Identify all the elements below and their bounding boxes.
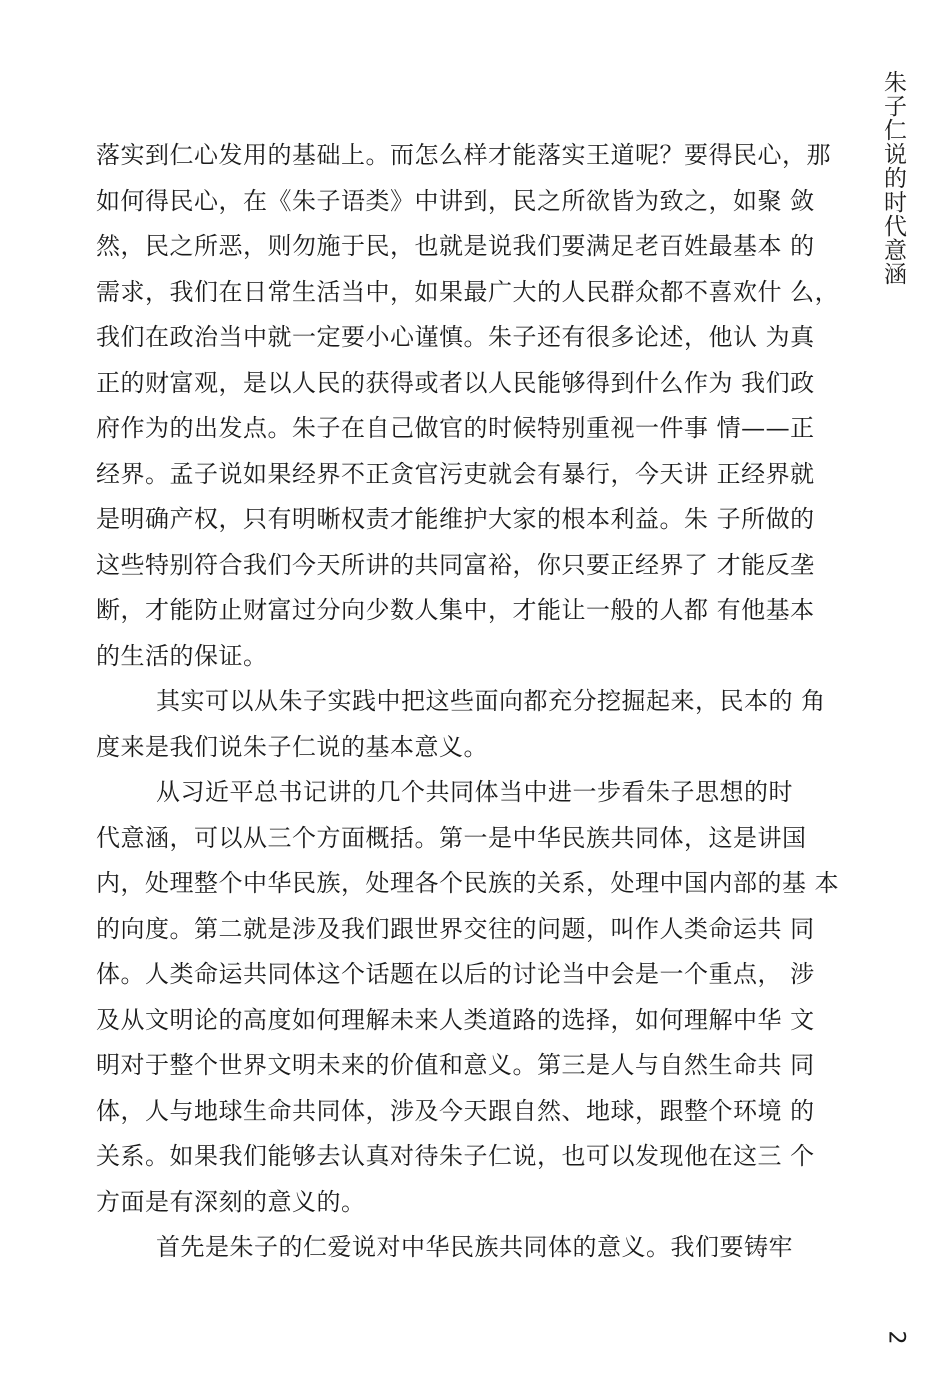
text-line: 从习近平总书记讲的几个共同体当中进一步看朱子思想的时: [156, 778, 793, 806]
text-line: 落实到仁心发用的基础上。而怎么样才能落实王道呢？要得民心，那: [96, 141, 831, 169]
text-line: 正的财富观，是以人民的获得或者以人民能够得到什么作为 我们政: [96, 368, 815, 397]
text-line: 内，处理整个中华民族，处理各个民族的关系，处理中国内部的基 本: [96, 869, 840, 897]
text-line: 的向度。第二就是涉及我们跟世界交往的问题，叫作人类命运共 同: [96, 914, 815, 943]
text-line: 的生活的保证。: [96, 641, 268, 670]
text-line: 如何得民心，在《朱子语类》中讲到，民之所欲皆为致之，如聚 敛: [96, 186, 815, 215]
page-number: 2: [883, 1330, 909, 1345]
text-line: 度来是我们说朱子仁说的基本意义。: [96, 732, 488, 761]
text-line: 是明确产权，只有明晰权责才能维护大家的根本利益。朱 子所做的: [96, 505, 815, 533]
text-line: 方面是有深刻的意义的。: [96, 1187, 366, 1216]
text-line: 明对于整个世界文明未来的价值和意义。第三是人与自然生命共 同: [96, 1051, 815, 1079]
text-line: 首先是朱子的仁爱说对中华民族共同体的意义。我们要铸牢: [156, 1233, 793, 1261]
text-line: 经界。孟子说如果经界不正贪官污吏就会有暴行，今天讲 正经界就: [96, 459, 815, 488]
text-line: 然，民之所恶，则勿施于民，也就是说我们要满足老百姓最基本 的: [96, 232, 815, 260]
text-line: 体，人与地球生命共同体，涉及今天跟自然、地球，跟整个环境 的: [96, 1096, 815, 1125]
text-line: 及从文明论的高度如何理解未来人类道路的选择，如何理解中华 文: [96, 1005, 815, 1034]
running-head: 朱子仁说的时代意涵: [880, 70, 906, 286]
text-line: 关系。如果我们能够去认真对待朱子仁说，也可以发现他在这三 个: [96, 1142, 815, 1170]
text-line: 体。人类命运共同体这个话题在以后的讨论当中会是一个重点， 涉: [96, 960, 815, 988]
text-line: 我们在政治当中就一定要小心谨慎。朱子还有很多论述，他认 为真: [96, 323, 815, 351]
body-text: [96, 133, 840, 1271]
text-line: 代意涵，可以从三个方面概括。第一是中华民族共同体，这是讲国: [96, 823, 807, 852]
text-line: 需求，我们在日常生活当中，如果最广大的人民群众都不喜欢什 么，: [96, 277, 840, 306]
text-line: 其实可以从朱子实践中把这些面向都充分挖掘起来，民本的 角: [156, 687, 826, 715]
text-line: 府作为的出发点。朱子在自己做官的时候特别重视一件事 情——正: [96, 414, 815, 442]
text-line: 断，才能防止财富过分向少数人集中，才能让一般的人都 有他基本: [96, 596, 815, 624]
text-line: 这些特别符合我们今天所讲的共同富裕，你只要正经界了 才能反垄: [96, 550, 815, 579]
